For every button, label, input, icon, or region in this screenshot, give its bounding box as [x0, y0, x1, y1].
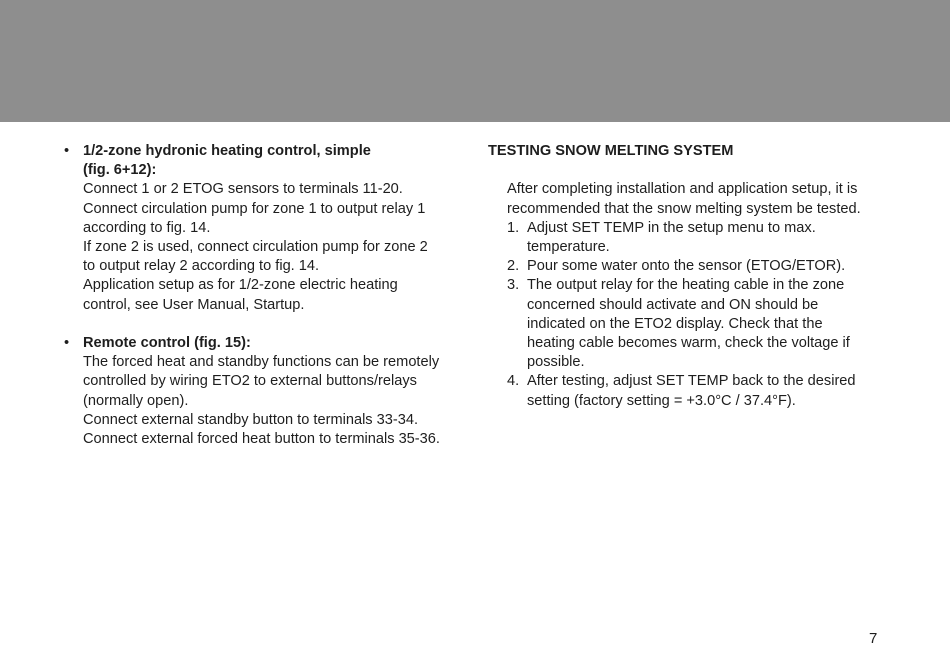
step-number: 2.: [507, 258, 520, 275]
step-line: possible.: [527, 354, 585, 371]
item-title-line: (fig. 6+12):: [83, 162, 157, 179]
item-body-line: to output relay 2 according to fig. 14.: [83, 258, 320, 275]
bullet-mark: •: [64, 143, 70, 159]
item-body-line: controlled by wiring ETO2 to external buttons/relays: [83, 373, 417, 390]
bullet-item-hydronic: [64, 142, 474, 315]
item-title-line: Remote control (fig. 15):: [83, 335, 251, 352]
page-number: 7: [869, 630, 878, 647]
left-column: [64, 142, 474, 449]
step-number: 1.: [507, 219, 520, 236]
step-line: Pour some water onto the sensor (ETOG/ETOR).: [527, 258, 846, 275]
step-line: setting (factory setting = +3.0°C / 37.4°F).: [527, 392, 796, 409]
step-number: 4.: [507, 373, 520, 390]
step-line: After testing, adjust SET TEMP back to the desired: [527, 373, 856, 390]
steps-list: [488, 219, 898, 411]
step-line: The output relay for the heating cable in the zone: [527, 277, 845, 294]
item-body-line: Application setup as for 1/2-zone electric heating: [83, 277, 398, 294]
header-band: [0, 0, 950, 122]
item-title-line: 1/2-zone hydronic heating control, simple: [83, 143, 371, 159]
step-item: [488, 257, 898, 276]
step-item: [488, 276, 898, 372]
step-number: 3.: [507, 277, 520, 294]
step-line: indicated on the ETO2 display. Check that the: [527, 315, 823, 332]
section-heading: TESTING SNOW MELTING SYSTEM: [488, 143, 734, 159]
step-item: [488, 372, 898, 410]
step-line: Adjust SET TEMP in the setup menu to max.: [527, 219, 816, 236]
step-line: temperature.: [527, 239, 610, 255]
item-body-line: The forced heat and standby functions can be remotely: [83, 354, 440, 371]
step-line: heating cable becomes warm, check the voltage if: [527, 335, 850, 352]
intro-line: After completing installation and application setup, it is: [507, 181, 858, 198]
item-body-line: Connect circulation pump for zone 1 to output relay 1: [83, 200, 426, 217]
intro-paragraph: [488, 180, 898, 218]
step-line: concerned should activate and ON should be: [527, 296, 819, 313]
item-body-line: (normally open).: [83, 392, 189, 409]
bullet-item-remote-control: [64, 334, 474, 449]
item-body-line: control, see User Manual, Startup.: [83, 296, 305, 313]
item-body-line: Connect 1 or 2 ETOG sensors to terminals 11-20.: [83, 181, 403, 198]
item-body-line: Connect external standby button to terminals 33-34.: [83, 411, 419, 428]
item-body-line: according to fig. 14.: [83, 219, 211, 236]
step-item: [488, 219, 898, 257]
right-column: [488, 142, 898, 411]
item-body-line: If zone 2 is used, connect circulation pump for zone 2: [83, 239, 428, 256]
intro-line: recommended that the snow melting system be tested.: [507, 200, 861, 217]
bullet-mark: •: [64, 335, 70, 352]
item-body-line: Connect external forced heat button to terminals 35-36.: [83, 431, 440, 448]
